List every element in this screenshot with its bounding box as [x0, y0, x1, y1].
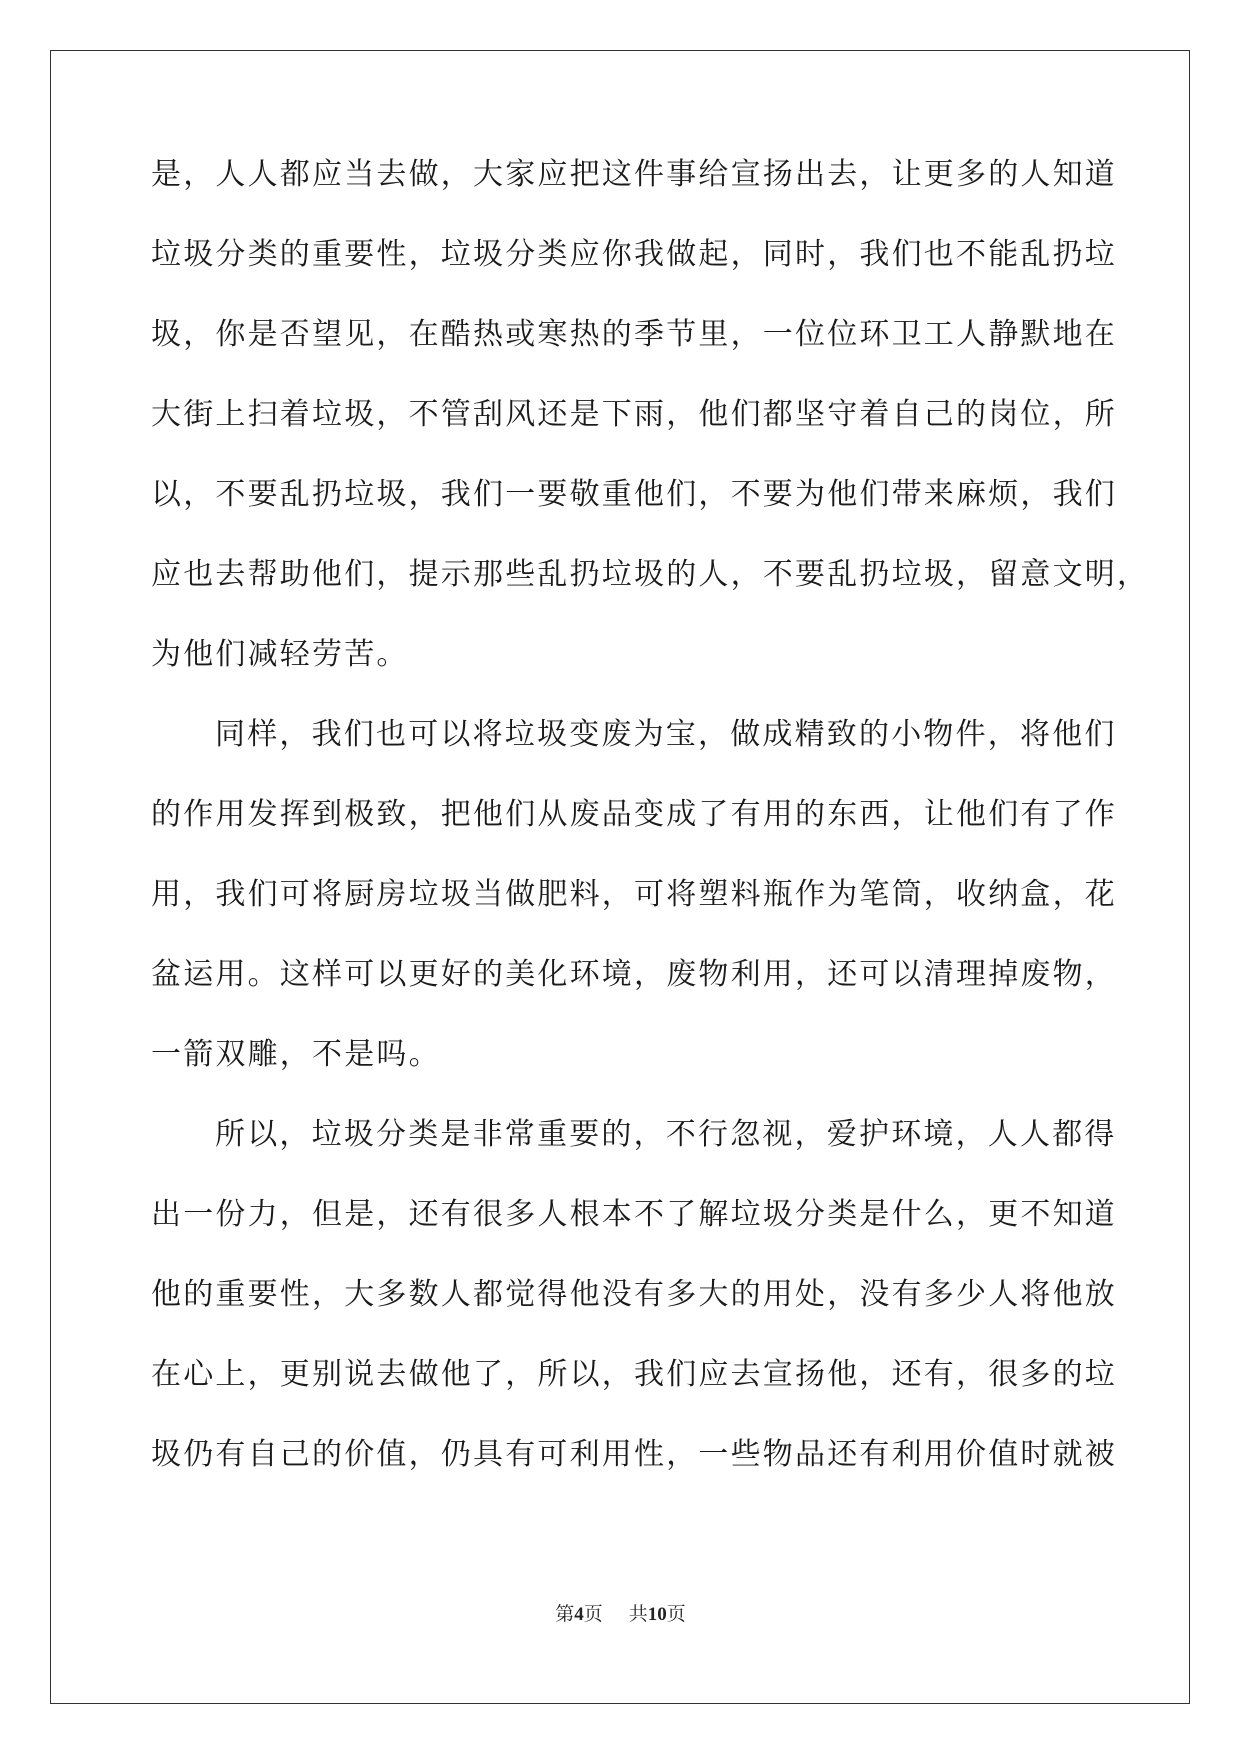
total-suffix: 页 — [666, 1603, 686, 1625]
text-line: 在心上，更别说去做他了，所以，我们应去宣扬他，还有，很多的垃 — [151, 1357, 1117, 1392]
text-line: 出一份力，但是，还有很多人根本不了解垃圾分类是什么，更不知道 — [151, 1197, 1117, 1232]
text-line: 垃圾分类的重要性，垃圾分类应你我做起，同时，我们也不能乱扔垃 — [151, 237, 1117, 272]
text-line: 是，人人都应当去做，大家应把这件事给宣扬出去，让更多的人知道 — [151, 157, 1117, 192]
page-suffix: 页 — [583, 1603, 603, 1625]
text-line: 一箭双雕，不是吗。 — [151, 1037, 441, 1072]
text-line: 大街上扫着垃圾，不管刮风还是下雨，他们都坚守着自己的岗位，所 — [151, 397, 1117, 432]
paragraph-start-line: 所以，垃圾分类是非常重要的，不行忽视，爱护环境，人人都得 — [215, 1117, 1117, 1152]
text-line: 圾仍有自己的价值，仍具有可利用性，一些物品还有利用价值时就被 — [151, 1437, 1117, 1472]
page-number: 4 — [574, 1604, 584, 1625]
total-prefix: 共 — [628, 1603, 648, 1625]
page-footer — [0, 1602, 1241, 1627]
text-line: 应也去帮助他们，提示那些乱扔垃圾的人，不要乱扔垃圾，留意文明， — [151, 557, 1150, 592]
text-line: 圾，你是否望见，在酷热或寒热的季节里，一位位环卫工人静默地在 — [151, 317, 1117, 352]
paragraph-start-line: 同样，我们也可以将垃圾变废为宝，做成精致的小物件，将他们 — [215, 717, 1117, 752]
text-line: 盆运用。这样可以更好的美化环境，废物利用，还可以清理掉废物， — [151, 957, 1117, 992]
text-line: 以，不要乱扔垃圾，我们一要敬重他们，不要为他们带来麻烦，我们 — [151, 477, 1117, 512]
text-line: 他的重要性，大多数人都觉得他没有多大的用处，没有多少人将他放 — [151, 1277, 1117, 1312]
page-prefix: 第 — [555, 1603, 575, 1625]
total-pages: 10 — [647, 1604, 667, 1625]
text-line: 的作用发挥到极致，把他们从废品变成了有用的东西，让他们有了作 — [151, 797, 1117, 832]
text-line: 用，我们可将厨房垃圾当做肥料，可将塑料瓶作为笔筒，收纳盒，花 — [151, 877, 1117, 912]
document-body — [151, 155, 1150, 1515]
text-line: 为他们减轻劳苦。 — [151, 637, 409, 672]
